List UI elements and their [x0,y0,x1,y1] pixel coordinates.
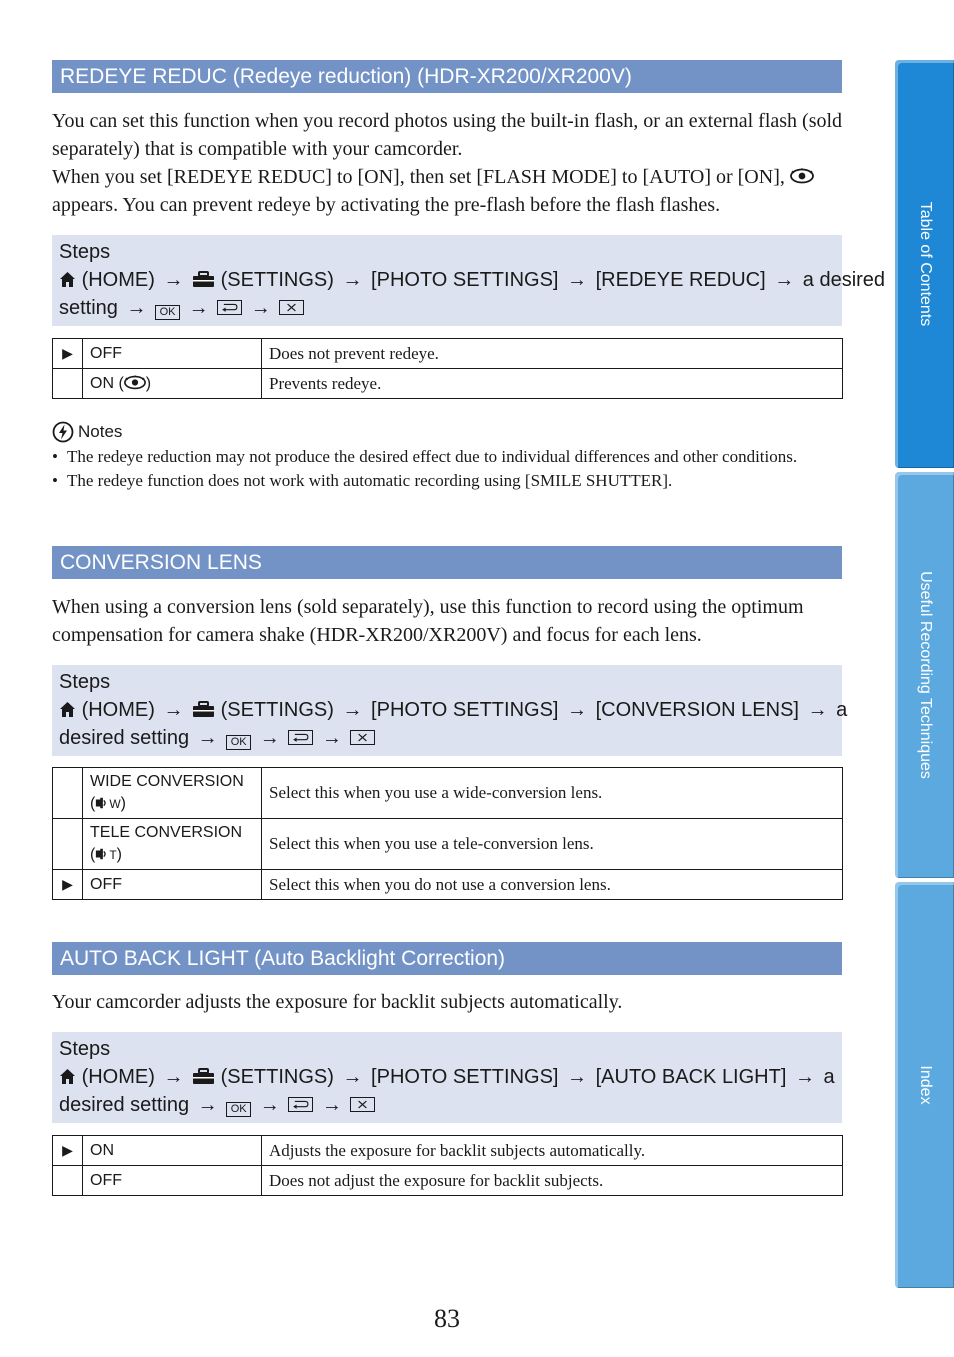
options-table-conversion-lens [52,767,843,900]
steps-title: Steps [59,1038,111,1060]
steps-text: a desired [802,269,886,291]
section-heading-text: REDEYE REDUC (Redeye reduction) (HDR-XR200/XR200V) [60,65,632,88]
paren: ) [120,795,126,812]
option-description: Select this when you use a tele-conversion lens. [262,819,843,870]
steps-menu-label: [PHOTO SETTINGS] [371,699,559,721]
steps-text: a [836,699,848,721]
steps-settings-label: (SETTINGS) [220,269,334,291]
section-body-conversion-lens [52,593,844,649]
notes-icon [52,421,74,443]
steps-menu-label: [AUTO BACK LIGHT] [595,1066,787,1088]
arrow-icon: → [794,1066,815,1088]
steps-box-conversion-lens [52,665,848,756]
arrow-icon: → [567,1066,588,1088]
option-name-text: WIDE CONVERSION [90,773,244,790]
home-icon [59,701,76,718]
steps-text: desired setting [59,727,190,749]
ok-icon: OK [226,735,251,750]
table-row [53,339,843,369]
default-marker-icon [53,768,83,819]
paragraph: You can set this function when you record photos using the built-in flash, or an external flash (sold separately) that is compatible with your camcorder. [52,110,843,160]
option-name [83,819,262,870]
steps-title: Steps [59,241,111,263]
section-heading-auto-back-light [52,942,842,975]
arrow-icon: → [163,699,184,721]
arrow-icon: → [197,1094,218,1116]
arrow-icon: → [567,269,588,291]
default-marker-icon: ▶ [53,870,83,900]
paragraph: When using a conversion lens (sold separately), use this function to record using the optimum compensation for camera shake (HDR-XR200/XR200V) and focus for each lens. [52,596,804,646]
notes-list [52,445,812,493]
home-icon [59,1068,76,1085]
default-marker-icon: ▶ [53,1136,83,1166]
settings-toolbox-icon [192,701,215,718]
arrow-icon: → [567,699,588,721]
steps-path [59,1063,835,1091]
steps-box-redeye [52,235,886,326]
steps-home-label: (HOME) [81,269,155,291]
steps-home-label: (HOME) [81,699,155,721]
arrow-icon: → [342,269,363,291]
ok-icon: OK [226,1102,251,1117]
settings-toolbox-icon [192,1068,215,1085]
arrow-icon: → [342,1066,363,1088]
paren: ) [116,846,122,863]
steps-settings-label: (SETTINGS) [220,1066,334,1088]
tele-conversion-icon [95,847,109,861]
close-icon [279,300,304,315]
default-marker-icon [53,819,83,870]
arrow-icon: → [197,727,218,749]
option-name: OFF [83,1166,262,1196]
close-icon [350,730,375,745]
redeye-icon [124,375,146,390]
return-icon [288,1097,313,1112]
paragraph [52,163,844,219]
section-heading-conversion-lens [52,546,842,579]
steps-menu-label: [REDEYE REDUC] [595,269,766,291]
steps-path-cont [59,1091,835,1119]
arrow-icon: → [250,297,271,319]
close-icon [350,1097,375,1112]
option-description: Adjusts the exposure for backlit subjects automatically. [262,1136,843,1166]
arrow-icon: → [807,699,828,721]
option-name-text: ) [145,374,152,392]
option-description: Does not adjust the exposure for backlit subjects. [262,1166,843,1196]
option-name: ON [83,1136,262,1166]
paragraph-text: appears. You can prevent redeye by activating the pre-flash before the flash flashes. [52,194,721,216]
arrow-icon: → [321,727,342,749]
option-description: Does not prevent redeye. [262,339,843,369]
option-description: Select this when you do not use a conversion lens. [262,870,843,900]
default-marker-icon [53,1166,83,1196]
table-row [53,369,843,399]
steps-text: desired setting [59,1094,190,1116]
section-heading-text: AUTO BACK LIGHT (Auto Backlight Correction) [60,947,506,970]
steps-path [59,266,886,294]
option-description: Select this when you use a wide-conversion lens. [262,768,843,819]
option-name-icon-line [90,793,254,815]
default-marker-icon [53,369,83,399]
default-marker-icon: ▶ [53,339,83,369]
tab-table-of-contents[interactable] [895,60,954,468]
tab-index[interactable] [895,882,954,1288]
steps-path-cont [59,724,835,752]
option-name [83,768,262,819]
list-item: • The redeye reduction may not produce the desired effect due to individual differences and other conditions. [52,445,812,469]
steps-menu-label: [PHOTO SETTINGS] [371,269,559,291]
list-item: • The redeye function does not work with automatic recording using [SMILE SHUTTER]. [52,469,812,493]
steps-title: Steps [59,671,111,693]
return-icon [288,730,313,745]
section-heading-redeye [52,60,842,93]
option-name: OFF [83,339,262,369]
section-body-redeye [52,107,844,219]
table-row [53,1136,843,1166]
page-number: 83 [434,1304,460,1333]
paren: ( [90,795,96,812]
table-row [53,1166,843,1196]
option-name [83,369,262,399]
arrow-icon: → [163,269,184,291]
table-row [53,768,843,819]
arrow-icon: → [188,297,209,319]
arrow-icon: → [163,1066,184,1088]
tab-label: Useful Recording Techniques [916,571,934,779]
steps-text: setting [59,297,118,319]
wide-conversion-icon [95,796,109,810]
steps-menu-label: [CONVERSION LENS] [595,699,799,721]
arrow-icon: → [321,1094,342,1116]
notes-title: Notes [78,422,123,441]
redeye-icon [790,168,814,184]
arrow-icon: → [342,699,363,721]
steps-text: a [823,1066,835,1088]
steps-box-auto-back-light [52,1032,842,1123]
option-name-text: ON ( [90,374,124,392]
steps-path-cont [59,294,835,322]
tab-useful-recording-techniques[interactable] [895,472,954,878]
arrow-icon: → [259,727,280,749]
arrow-icon: → [774,269,795,291]
arrow-icon: → [259,1094,280,1116]
section-heading-text: CONVERSION LENS [60,551,262,574]
settings-toolbox-icon [192,271,215,288]
options-table-redeye [52,338,843,399]
option-name: OFF [83,870,262,900]
tab-label: Index [916,1065,934,1105]
steps-path [59,696,848,724]
arrow-icon: → [126,297,147,319]
section-body-auto-back-light [52,988,844,1016]
option-name-text: TELE CONVERSION [90,824,243,841]
option-name-icon-line [90,844,254,866]
steps-home-label: (HOME) [81,1066,155,1088]
steps-menu-label: [PHOTO SETTINGS] [371,1066,559,1088]
notes-heading [52,421,122,443]
steps-settings-label: (SETTINGS) [220,699,334,721]
tab-label: Table of Contents [916,201,934,327]
ok-icon: OK [155,305,180,320]
table-row [53,870,843,900]
paragraph: Your camcorder adjusts the exposure for backlit subjects automatically. [52,991,623,1013]
paren: ( [90,846,96,863]
icon-subscript: W [109,797,121,811]
options-table-auto-back-light [52,1135,843,1196]
icon-subscript: T [109,848,117,862]
table-row [53,819,843,870]
option-description: Prevents redeye. [262,369,843,399]
return-icon [217,300,242,315]
home-icon [59,271,76,288]
paragraph-text: When you set [REDEYE REDUC] to [ON], then set [FLASH MODE] to [AUTO] or [ON], [52,166,790,188]
